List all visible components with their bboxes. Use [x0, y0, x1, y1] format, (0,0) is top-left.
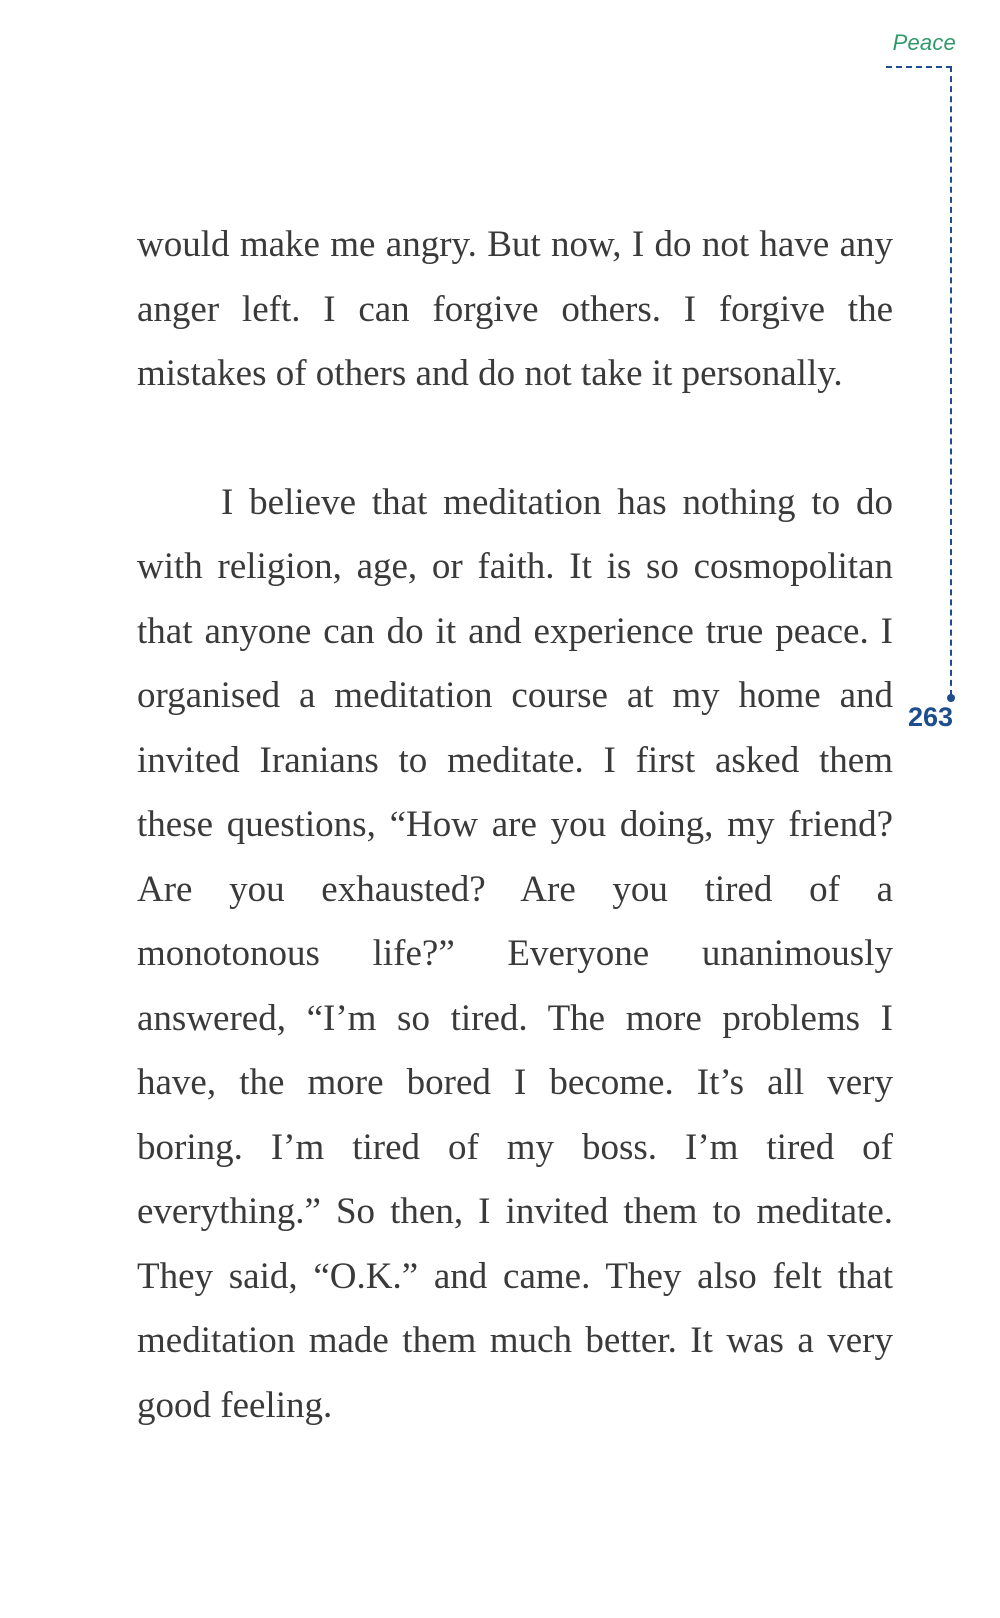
- paragraph: I believe that meditation has nothing to do with religion, age, or faith. It is so cosmopolitan that anyone can do it and experience true peace. I organised a meditation course at my home and invited Iranians to meditate. I first asked them these questions, “How are you doing, my friend? Are you exhausted? Are you tired of a monotonous life?” Everyone unanimously answered, “I’m so tired. The more problems I have, the more bored I become. It’s all very boring. I’m tired of my boss. I’m tired of everything.” So then, I invited them to meditate. They said, “O.K.” and came. They also felt that meditation made them much better. It was a very good feeling.: [137, 481, 893, 1426]
- page-number: 263: [908, 702, 954, 732]
- dotted-rule-end-dot: [947, 694, 955, 702]
- body-text: [137, 213, 893, 1438]
- dotted-rule-vertical: [950, 66, 952, 696]
- running-header-section-title: Peace: [892, 30, 956, 55]
- paragraph: would make me angry. But now, I do not have any anger left. I can forgive others. I forgive the mistakes of others and do not take it personally.: [137, 224, 893, 394]
- dotted-rule-horizontal: [886, 66, 952, 68]
